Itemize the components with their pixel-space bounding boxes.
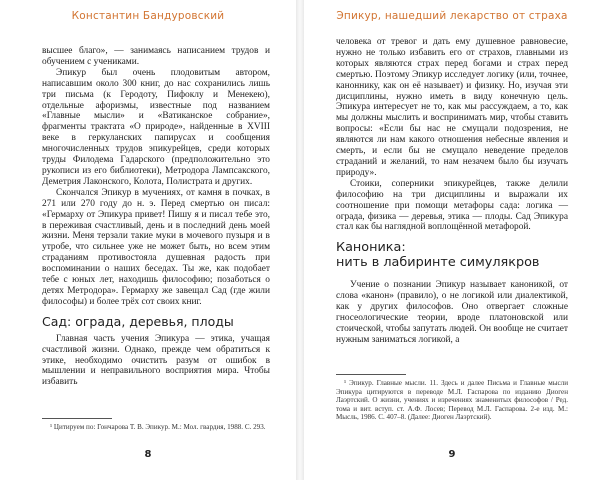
right-page: [304, 0, 600, 480]
section-heading-garden: Сад: ограда, деревья, плоды: [42, 313, 234, 329]
paragraph: Учение о познании Эпикур называет каноникой, от слова «канон» (правило), о не логикой или диалектикой, как у других философов. Оно отвергает сложные гносеологические теории, вроде платоновской или стоической, чтобы запутать людей. Он вообще не считает нужным заниматься логикой, а: [336, 280, 568, 345]
footnote-rule: [336, 374, 406, 375]
paragraph: высшее благо», — занимаясь написанием трудов и обучением с учениками.: [42, 46, 270, 67]
paragraph: человека от тревог и дать ему душевное равновесие, нужно не только избавить его от страхов, главными из которых являются страх перед богами и страх перед смертью. Поэтому Эпикур исследует логику (или, точнее, каноннику, как он её называет) и физику. Но, изучая эти дисциплины, нужно иметь в виду конечную цель. Эпикура интересует не то, как мы рассуждаем, а то, как мы должны мыслить и воспринимать мир, чтобы ставить вопросы: «Если бы нас не смущали подозрения, не являются ли нам какого отношения небесные явления и смерть, и если бы не смущало неведение пределов страданий и желаний, то нам незачем было бы изучать природу».: [336, 37, 568, 178]
paragraph: Эпикур был очень плодовитым автором, написавшим около 300 книг, до нас сохранились лишь три письма (к Геродоту, Пифоклу и Менекею), отдельные афоризмы, известные под названием «Главные мысли» и «Ватиканское собрание», фрагменты трактата «О природе», найденные в XVIII веке в геркуланских папирусах и сообщения многочисленных трудов эпикурейцев, среди которых труды Филодема Гадарского (предположительно это рукописи из его библиотеки), Метродора Лампсакского, Деметрия Лаконского, Колота, Полистрата и других.: [42, 67, 270, 187]
footnote-rule: [42, 418, 112, 419]
footnote: ¹ Эпикур. Главные мысли. 11. Здесь и далее Письма и Главные мысли Эпикура цитируются в переводе М.Л. Гаспарова по изданию Диоген Лаэртский. О жизни, учениях и изречениях знаменитых философов / Ред. тома и вит. вступ. ст. А.Ф. Лосев; Перевод М.Л. Гаспарова. 2-е изд. М.: Мысль, 1986. С. 407–8. (Далее: Диоген Лаэртский).: [336, 379, 568, 422]
left-page: [0, 0, 296, 480]
page-number-left: 8: [144, 449, 152, 460]
paragraph: Главная часть учения Эпикура — этика, учащая счастливой жизни. Однако, прежде чем обратиться к этике, необходимо очистить разум от ошибок в мышлении и неправильного восприятия мира. Чтобы избавить: [42, 333, 270, 388]
footnote: ¹ Цитируем по: Гончарова Т. В. Эпикур. М.: Мол. гвардия, 1988. С. 293.: [50, 423, 266, 431]
footnotes-left: [42, 418, 270, 432]
running-head-left: Константин Бандуровский: [71, 10, 225, 22]
section-heading-canonic: [336, 240, 568, 270]
section-heading-line: Каноника:: [336, 240, 406, 256]
running-head-right: Эпикур, нашедший лекарство от страха: [336, 10, 568, 22]
paragraph: Стоики, соперники эпикурейцев, также делили философию на три дисциплины и выражали их соотношение при помощи метафоры сада: логика — ограда, физика — деревья, этика — плоды. Сад Эпикура стал как бы наглядной воплощённой метафорой.: [336, 178, 568, 233]
section-heading-line: нить в лабиринте симулякров: [336, 255, 540, 271]
footnotes-right: [336, 374, 568, 422]
paragraph: Скончался Эпикур в мучениях, от камня в почках, в 271 или 270 году до н. э. Перед смертью он писал: «Гермарху от Эпикура привет! Пишу я и писал тебе это, в переживая счастливый, день и в последний день моей жизни. Меня терзали такие муки в мочевого пузыря и в утробе, что сильнее уже не может быть, но всем этим страданиям противостояла душевная радость при воспоминании о наших беседах. Ты же, как подобает тебе с юных лет, находишь философию; позаботься о детях Метродора». Гермарху же завещал Сад (где жили философы) и более трёх сот своих книг.: [42, 187, 270, 307]
book-gutter: [296, 0, 304, 480]
page-number-right: 9: [448, 449, 456, 460]
left-text-block: [42, 46, 270, 388]
right-text-block: [336, 37, 568, 346]
